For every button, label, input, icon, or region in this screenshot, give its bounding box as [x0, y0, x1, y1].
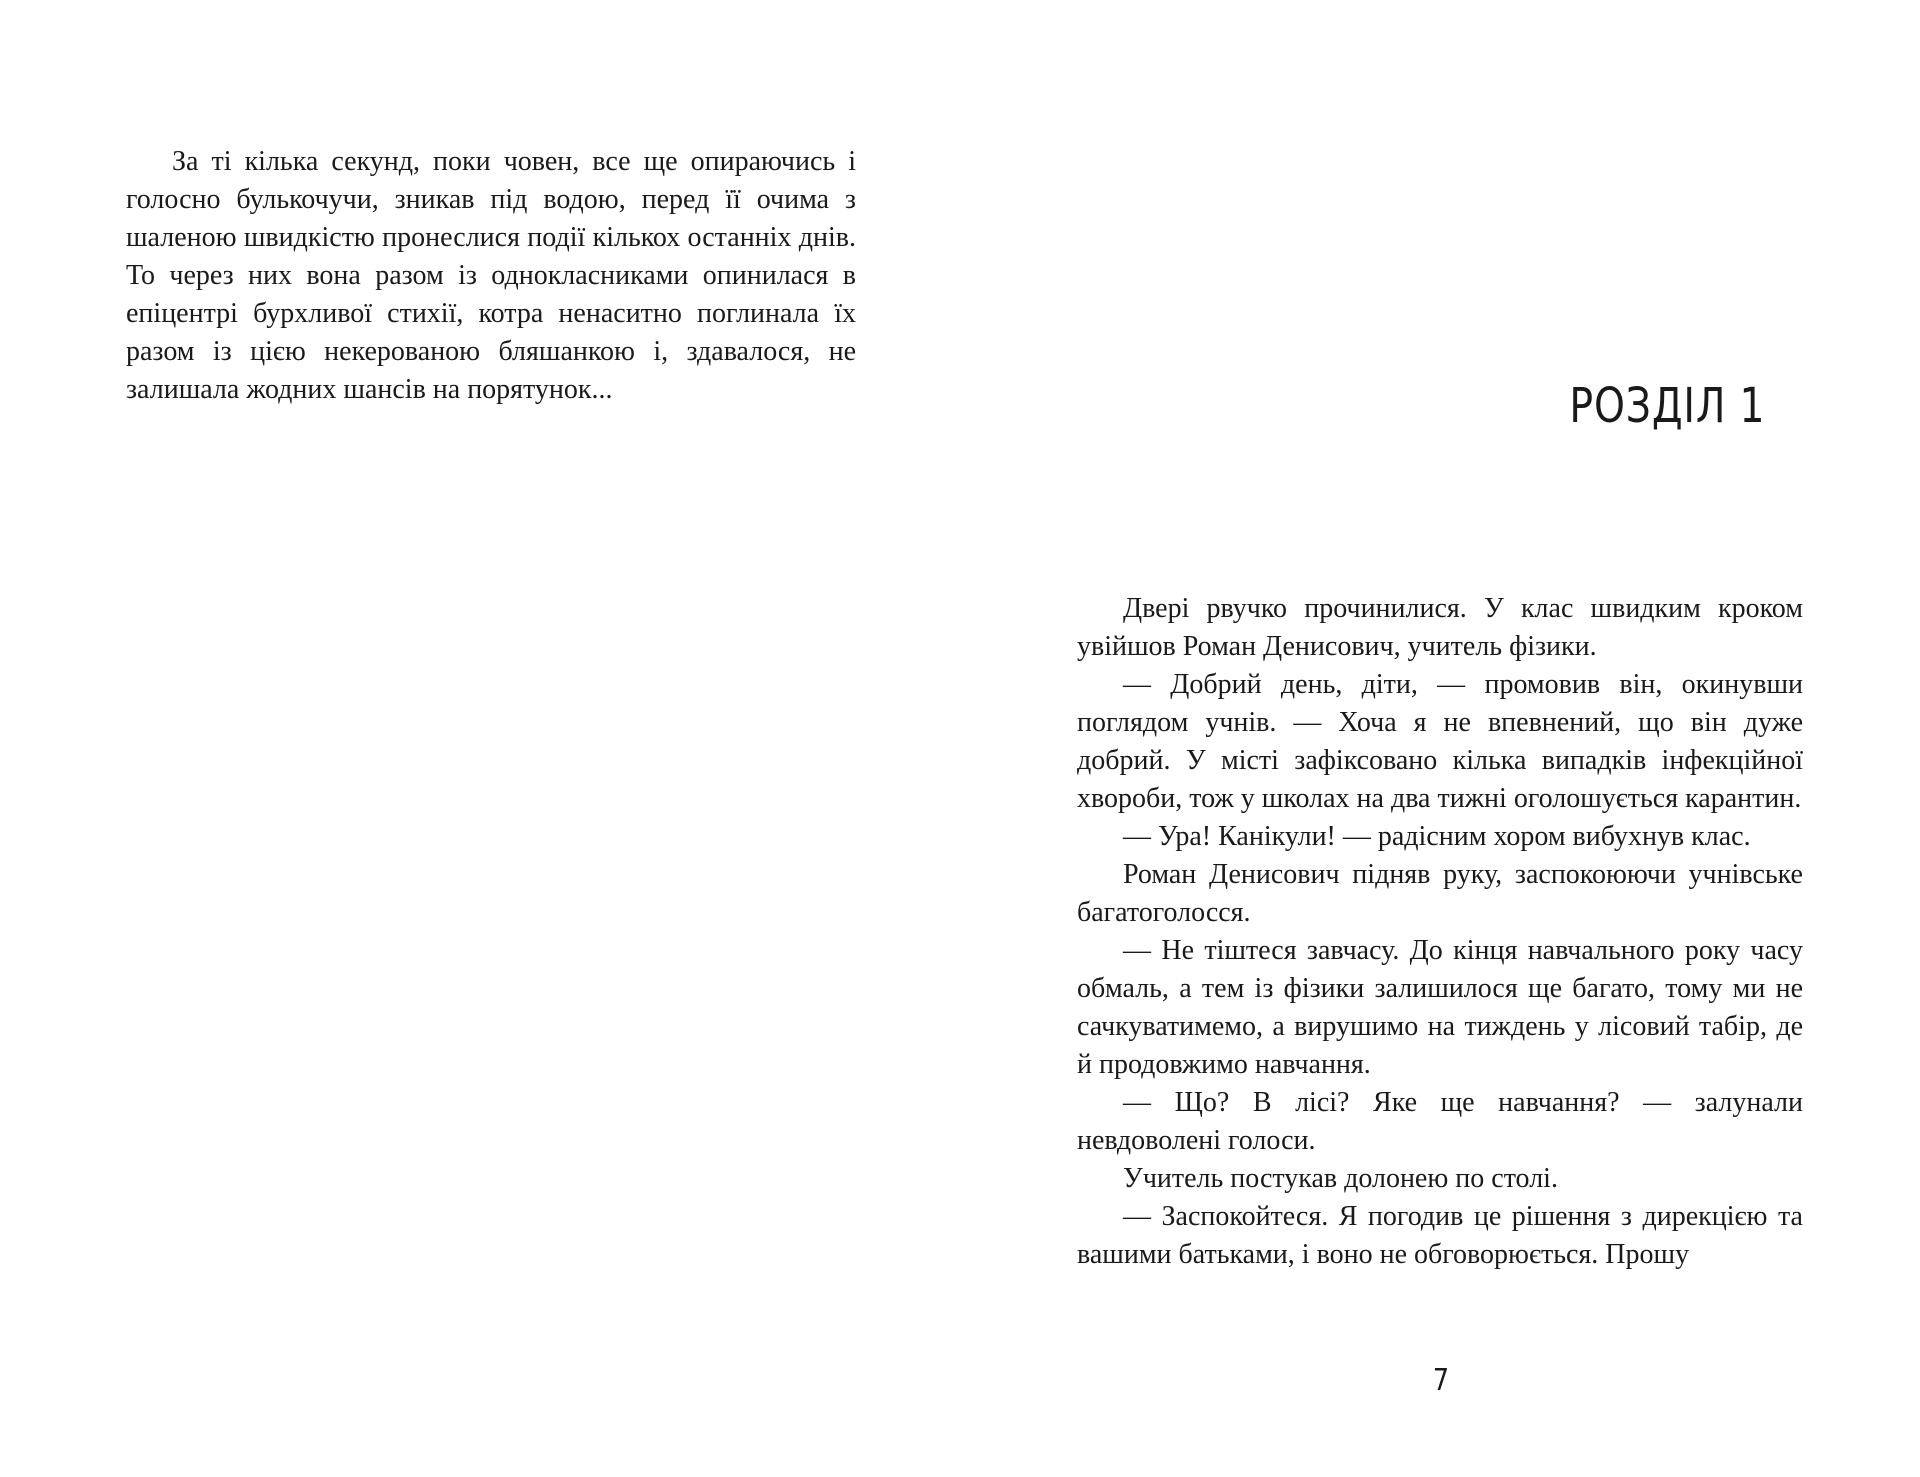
chapter-title-text: РОЗДІЛ 1 [1569, 378, 1766, 434]
paragraph: Роман Денисович підняв руку, заспокоюючи учнівське багатоголосся. [1077, 859, 1803, 928]
paragraph: Учитель постукав долонею по столі. [1123, 1163, 1558, 1194]
paragraph: — Не тіштеся завчасу. До кінця навчального року часу обмаль, а тем із фізики залишилося ще багато, тому ми не сачкуватимемо, а вирушимо на тиждень у лісовий табір, де й продовжимо навчання. [1077, 935, 1803, 1080]
paragraph: — Добрий день, діти, — промовив він, окинувши поглядом учнів. — Хоча я не впевнений, що він дуже добрий. У місті зафіксовано кілька випадків інфекційної хвороби, тож у школах на два тижні оголошується карантин. [1077, 669, 1803, 814]
paragraph: Двері рвучко прочинилися. У клас швидким кроком увійшов Роман Денисович, учитель фізики. [1077, 593, 1803, 662]
right-page [960, 0, 1920, 1477]
left-page-text [126, 143, 856, 409]
paragraph: За ті кілька секунд, поки човен, все ще опираючись і голосно булькочучи, зникав під водою, перед її очима з шаленою швидкістю пронеслися події кількох останніх днів. То через них вона разом із однокласниками опинилася в епіцентрі бурхливої стихії, котра ненаситно поглинала їх разом із цією некерованою бляшанкою і, здавалося, не залишала жодних шансів на порятунок... [126, 146, 856, 405]
paragraph: — Заспокойтеся. Я погодив це рішення з дирекцією та вашими батьками, і воно не обговорюється. Прошу [1077, 1201, 1803, 1270]
page-number: 7 [1432, 1363, 1450, 1398]
right-page-text [1077, 590, 1803, 1274]
paragraph: — Ура! Канікули! — радісним хором вибухнув клас. [1123, 821, 1751, 852]
chapter-title [1083, 376, 1870, 436]
paragraph: — Що? В лісі? Яке ще навчання? — залунали невдоволені голоси. [1077, 1087, 1803, 1156]
